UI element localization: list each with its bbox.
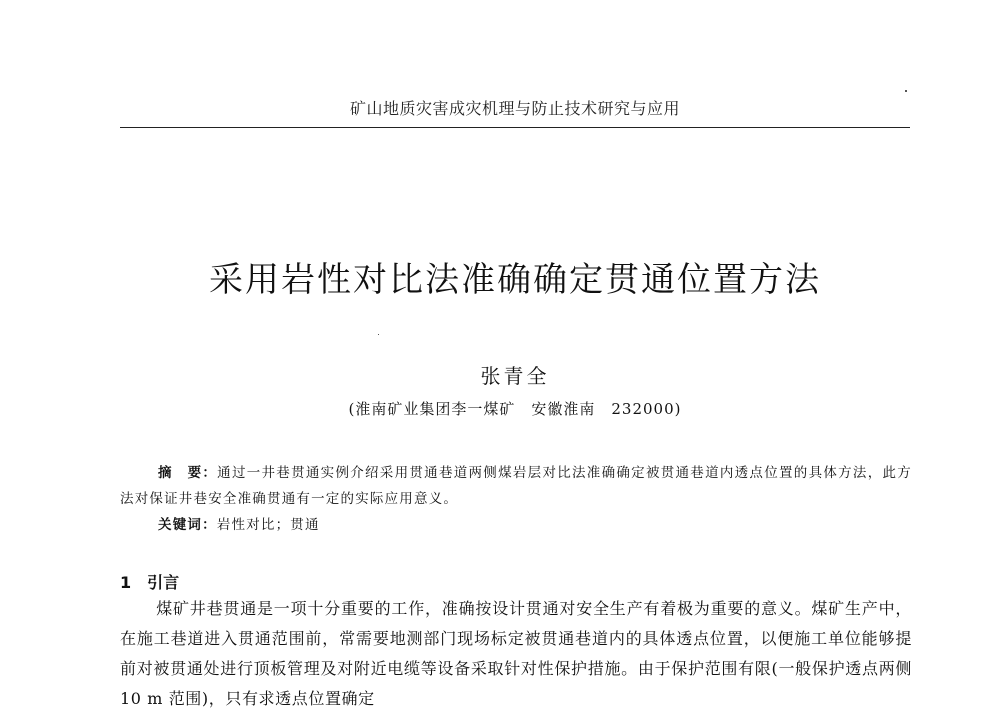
section-number: 1 bbox=[120, 573, 132, 592]
abstract bbox=[120, 460, 912, 512]
author-name: 张青全 bbox=[480, 364, 550, 388]
section-heading bbox=[120, 570, 179, 593]
keywords bbox=[158, 513, 320, 533]
scan-speck bbox=[905, 90, 907, 92]
section-title: 引言 bbox=[147, 573, 180, 592]
header-rule bbox=[120, 127, 910, 128]
keywords-label: 关键词： bbox=[158, 517, 217, 533]
abstract-label: 摘 要： bbox=[158, 465, 218, 481]
body-paragraph-text: 煤矿井巷贯通是一项十分重要的工作，准确按设计贯通对安全生产有着极为重要的意义。煤矿生产中，在施工巷道进入贯通范围前，常需要地测部门现场标定被贯通巷道内的具体透点位置，以便施工单位能够提前对被贯通处进行顶板管理及对附近电缆等设备采取针对性保护措施。由于保护范围有限(一般保护透点两侧 10 m 范围)，只有求透点位置确定 bbox=[120, 599, 912, 708]
abstract-text: 通过一井巷贯通实例介绍采用贯通巷道两侧煤岩层对比法准确确定被贯通巷道内透点位置的具体方法，此方法对保证井巷安全准确贯通有一定的实际应用意义。 bbox=[120, 465, 912, 507]
author-affiliation: (淮南矿业集团李一煤矿 安徽淮南 232000) bbox=[348, 400, 682, 418]
scan-speck bbox=[378, 334, 379, 335]
paper-title: 采用岩性对比法准确确定贯通位置方法 bbox=[209, 260, 821, 300]
keywords-text: 岩性对比；贯通 bbox=[216, 517, 320, 533]
running-header: 矿山地质灾害成灾机理与防止技术研究与应用 bbox=[349, 99, 680, 118]
body-paragraph bbox=[120, 594, 912, 714]
